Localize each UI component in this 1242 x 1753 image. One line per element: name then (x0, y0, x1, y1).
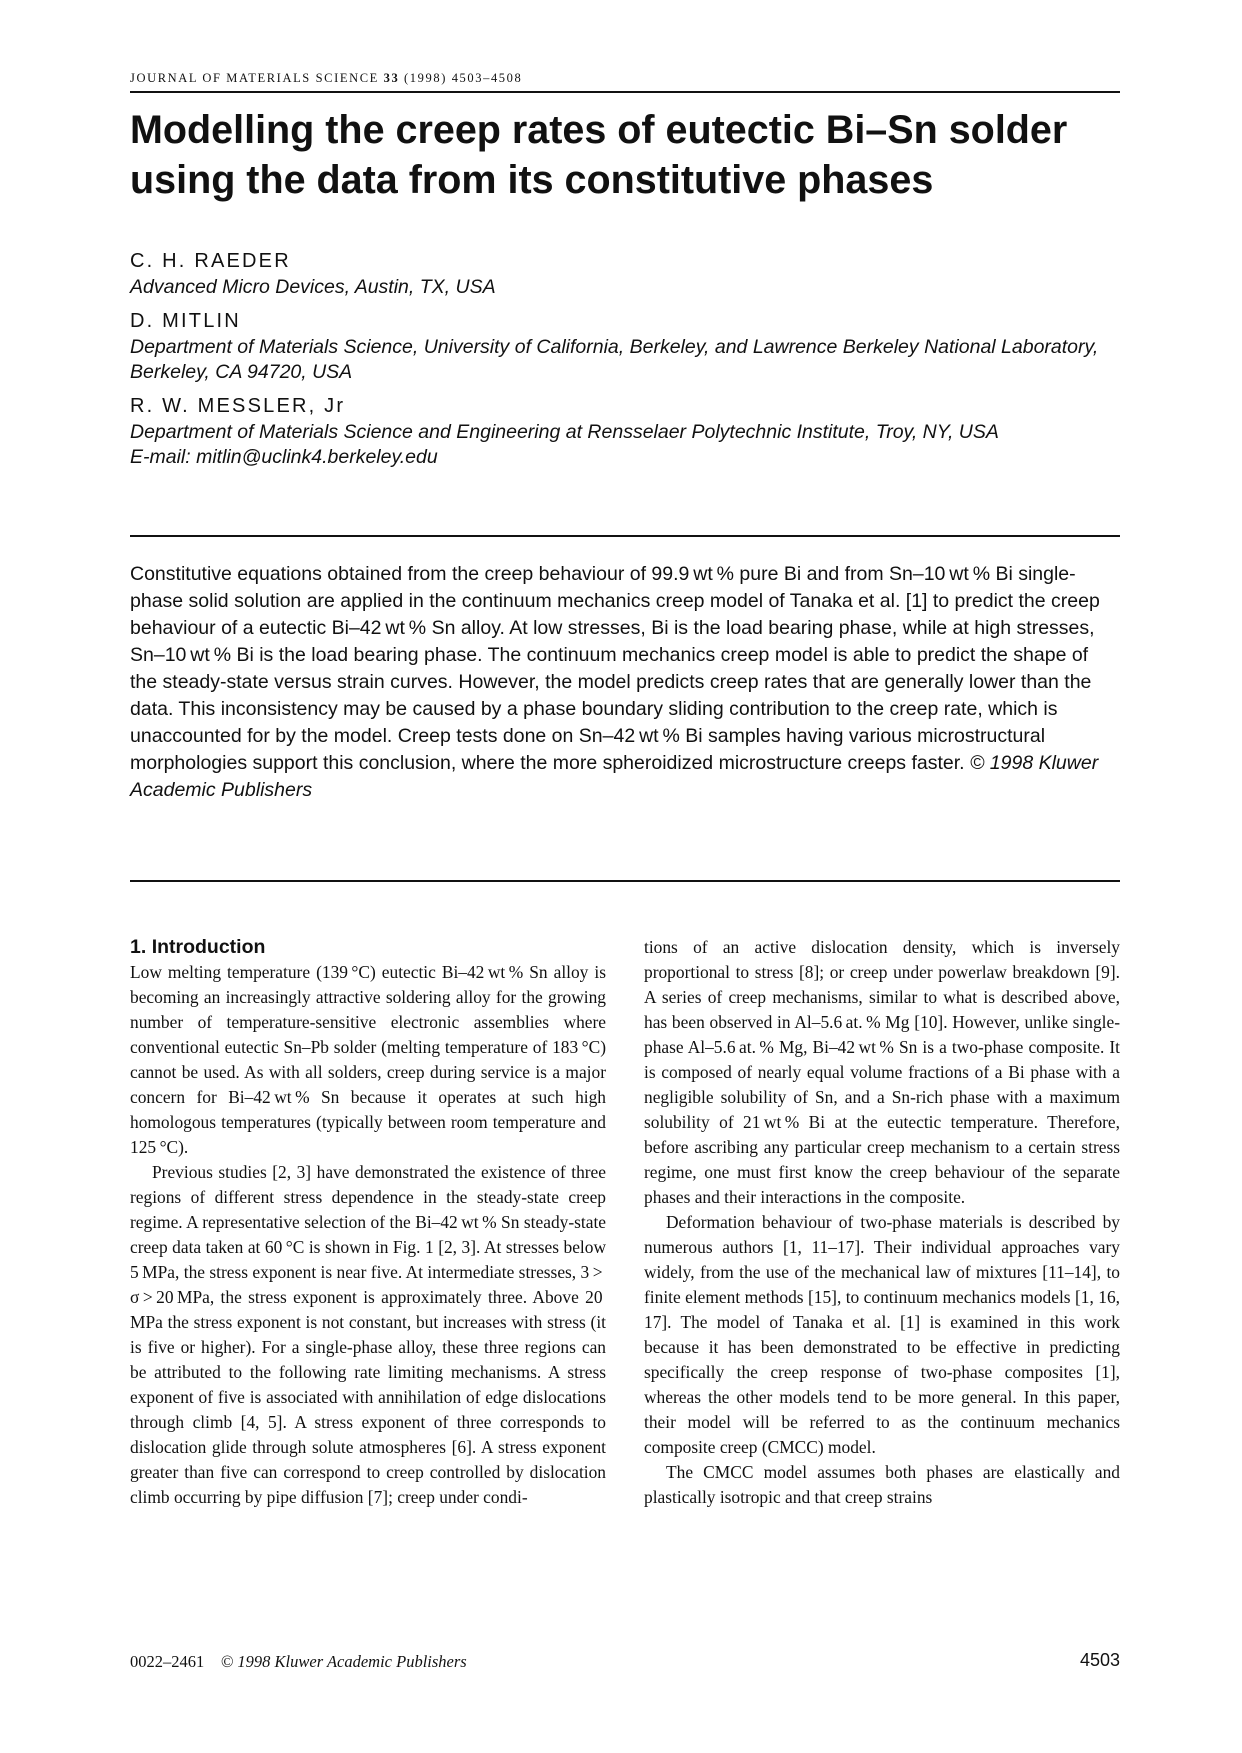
journal-year-pages: (1998) 4503–4508 (404, 71, 523, 85)
footer-copyright: © 1998 Kluwer Academic Publishers (220, 1652, 467, 1671)
paragraph: tions of an active dislocation density, which is inversely proportional to stress [8]; or creep under powerlaw breakdown [9]. A series of creep mechanisms, similar to what is described above, has been observed in Al–5.6 at. % Mg [10]. However, unlike single-phase Al–5.6 at. % Mg, Bi–42 wt % Sn is a two-phase composite. It is composed of nearly equal volume fractions of a Bi phase with a negligible solubility of Sn, and a Sn-rich phase with a maximum solubility of 21 wt % Bi at the eutectic temperature. Therefore, before ascribing any particular creep mechanism to a certain stress regime, one must first know the creep behaviour of the separate phases and their interactions in the composite. (644, 937, 1120, 1207)
left-column (130, 935, 606, 1510)
author-name: C. H. RAEDER (130, 250, 291, 272)
journal-name: JOURNAL OF MATERIALS SCIENCE (130, 71, 379, 85)
section-title: Introduction (151, 936, 266, 958)
abstract-text: Constitutive equations obtained from the creep behaviour of 99.9 wt % pure Bi and from Sn–10 wt % Bi single-phase solid solution are applied in the continuum mechanics creep model of Tanaka et al. [1] to predict the creep behaviour of a eutectic Bi–42 wt % Sn alloy. At low stresses, Bi is the load bearing phase, while at high stresses, Sn–10 wt % Bi is the load bearing phase. The continuum mechanics creep model is able to predict the shape of the steady-state versus strain curves. However, the model predicts creep rates that are generally lower than the data. This inconsistency may be caused by a phase boundary sliding contribution to the creep rate, which is unaccounted for by the model. Creep tests done on Sn–42 wt % Bi samples having various microstructural morphologies support this conclusion, where the more spheroidized microstructure creeps faster. (130, 563, 1100, 774)
author-name: R. W. MESSLER, Jr (130, 395, 346, 417)
abstract (130, 561, 1120, 804)
right-column (644, 935, 1120, 1510)
issn-code: 0022–2461 (130, 1652, 205, 1671)
paragraph: Low melting temperature (139 °C) eutectic Bi–42 wt % Sn alloy is becoming an increasingly attractive soldering alloy for the growing number of temperature-sensitive electronic assemblies where conventional eutectic Sn–Pb solder (melting temperature of 183 °C) cannot be used. As with all solders, creep during service is a major concern for Bi–42 wt % Sn because it operates at such high homologous temperatures (typically between room temperature and 125 °C). (130, 962, 606, 1157)
author-name: D. MITLIN (130, 310, 241, 332)
running-head (130, 71, 522, 86)
article-title: Modelling the creep rates of eutectic Bi–Sn solder using the data from its constitutive phases (130, 108, 1068, 202)
article-page (130, 0, 1120, 1753)
paragraph: Previous studies [2, 3] have demonstrated the existence of three regions of different stress dependence in the steady-state creep regime. A representative selection of the Bi–42 wt % Sn steady-state creep data taken at 60 °C is shown in Fig. 1 [2, 3]. At stresses below 5 MPa, the stress exponent is near five. At intermediate stresses, 3 > σ > 20 MPa, the stress exponent is approximately three. Above 20 MPa the stress exponent is not constant, but increases with stress (it is five or higher). For a single-phase alloy, these three regions can be attributed to the following rate limiting mechanisms. A stress exponent of five is associated with annihilation of edge dislocations through climb [4, 5]. A stress exponent of three corresponds to dislocation glide through solute atmospheres [6]. A stress exponent greater than five can correspond to creep controlled by dislocation climb occurring by pipe diffusion [7]; creep under condi- (130, 1162, 606, 1507)
section-heading (130, 935, 606, 960)
page-number: 4503 (1079, 1650, 1120, 1670)
abstract-top-rule (130, 535, 1120, 537)
author-affiliation: Department of Materials Science, University of California, Berkeley, and Lawrence Berkeley National Laboratory, Berkeley, CA 94720, USA (130, 336, 1099, 383)
author-email: E-mail: mitlin@uclink4.berkeley.edu (130, 446, 438, 468)
abstract-copyright: © 1998 Kluwer Academic Publishers (130, 752, 1099, 801)
author-affiliation: Advanced Micro Devices, Austin, TX, USA (130, 276, 496, 298)
journal-volume: 33 (383, 71, 400, 85)
author-affiliation: Department of Materials Science and Engineering at Rensselaer Polytechnic Institute, Troy, NY, USA (130, 421, 999, 443)
footer-issn (130, 1652, 467, 1672)
header-rule (130, 91, 1120, 93)
paragraph: Deformation behaviour of two-phase materials is described by numerous authors [1, 11–17]. Their individual approaches vary widely, from the use of the mechanical law of mixtures [11–14], to finite element methods [15], to continuum mechanics models [1, 16, 17]. The model of Tanaka et al. [1] is examined in this work because it has been demonstrated to be effective in predicting specifically the creep response of two-phase composites [1], whereas the other models tend to be more general. In this paper, their model will be referred to as the continuum mechanics composite creep (CMCC) model. (644, 1212, 1120, 1457)
author-block (130, 248, 1120, 470)
abstract-bottom-rule (130, 880, 1120, 882)
section-number: 1. (130, 936, 147, 958)
paragraph: The CMCC model assumes both phases are elastically and plastically isotropic and that creep strains (644, 1462, 1120, 1507)
